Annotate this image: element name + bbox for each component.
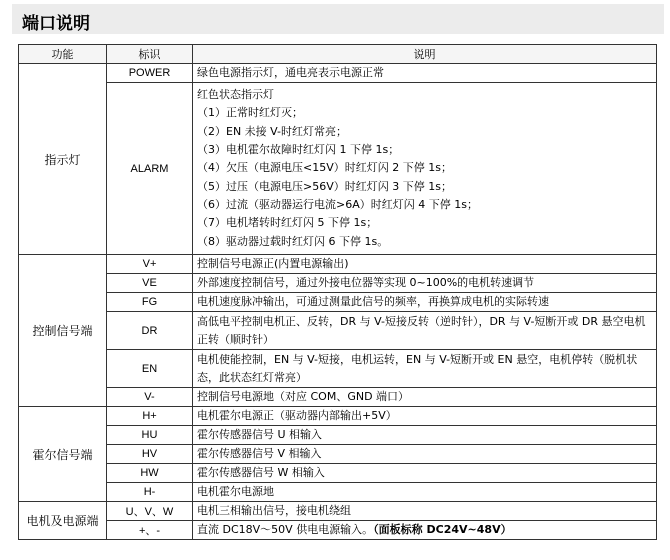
table-row <box>19 426 657 445</box>
id-cell: HU <box>107 426 193 445</box>
power-input-text: 直流 DC18V～50V 供电电源输入。 <box>197 523 374 536</box>
id-cell: HV <box>107 445 193 464</box>
table-row <box>19 83 657 255</box>
id-cell: FG <box>107 293 193 312</box>
function-cell: 控制信号端 <box>19 255 107 407</box>
table-row <box>19 407 657 426</box>
desc-cell: 控制信号电源正(内置电源输出) <box>193 255 657 274</box>
id-cell: EN <box>107 350 193 388</box>
table-row <box>19 255 657 274</box>
desc-cell: 外部速度控制信号，通过外接电位器等实现 0~100%的电机转速调节 <box>193 274 657 293</box>
alarm-line: （2）EN 未接 V-时红灯常亮； <box>197 124 348 138</box>
alarm-line: 红色状态指示灯 <box>197 88 274 102</box>
desc-cell: 电机使能控制，EN 与 V-短接，电机运转，EN 与 V-短断开或 EN 悬空，电机停转（脱机状态，此状态红灯常亮） <box>193 350 657 388</box>
desc-cell: 电机霍尔电源正（驱动器内部输出+5V） <box>193 407 657 426</box>
table-row <box>19 464 657 483</box>
table-row <box>19 388 657 407</box>
header-row <box>19 45 657 64</box>
alarm-line: （8）驱动器过载时红灯闪 6 下停 1s。 <box>197 234 389 248</box>
table-row <box>19 445 657 464</box>
desc-cell: 电机速度脉冲输出，可通过测量此信号的频率，再换算成电机的实际转速 <box>193 293 657 312</box>
id-cell: V- <box>107 388 193 407</box>
alarm-line: （3）电机霍尔故障时红灯闪 1 下停 1s； <box>197 143 400 157</box>
alarm-line: （1）正常时红灯灭； <box>197 106 303 120</box>
id-cell: U、V、W <box>107 502 193 521</box>
id-cell: H- <box>107 483 193 502</box>
desc-cell <box>193 521 657 540</box>
alarm-desc-cell <box>193 83 657 255</box>
id-cell: POWER <box>107 64 193 83</box>
id-cell: H+ <box>107 407 193 426</box>
table-row <box>19 64 657 83</box>
table-row <box>19 293 657 312</box>
id-cell: DR <box>107 312 193 350</box>
table-row <box>19 483 657 502</box>
desc-cell: 电机三相输出信号，接电机绕组 <box>193 502 657 521</box>
id-cell: +、- <box>107 521 193 540</box>
table-row <box>19 274 657 293</box>
alarm-line: （4）欠压（电源电压<15V）时红灯闪 2 下停 1s； <box>197 161 452 175</box>
header-description: 说明 <box>193 45 657 64</box>
desc-cell: 霍尔传感器信号 W 相输入 <box>193 464 657 483</box>
desc-cell: 霍尔传感器信号 V 相输入 <box>193 445 657 464</box>
function-cell: 霍尔信号端 <box>19 407 107 502</box>
id-cell: V+ <box>107 255 193 274</box>
table-row <box>19 350 657 388</box>
id-cell: HW <box>107 464 193 483</box>
alarm-line: （6）过流（驱动器运行电流>6A）时红灯闪 4 下停 1s； <box>197 197 478 211</box>
port-table <box>18 44 657 540</box>
function-cell: 指示灯 <box>19 64 107 255</box>
section-title: 端口说明 <box>22 14 90 34</box>
desc-cell: 电机霍尔电源地 <box>193 483 657 502</box>
table-row <box>19 502 657 521</box>
header-function: 功能 <box>19 45 107 64</box>
header-id: 标识 <box>107 45 193 64</box>
function-cell: 电机及电源端 <box>19 502 107 540</box>
panel-rating-note: （面板标称 DC24V~48V） <box>373 523 512 536</box>
id-cell: ALARM <box>107 83 193 255</box>
alarm-line: （7）电机堵转时红灯闪 5 下停 1s； <box>197 216 378 230</box>
table-row <box>19 312 657 350</box>
id-cell: VE <box>107 274 193 293</box>
alarm-line: （5）过压（电源电压>56V）时红灯闪 3 下停 1s； <box>197 179 452 193</box>
table-row <box>19 521 657 540</box>
desc-cell: 绿色电源指示灯，通电亮表示电源正常 <box>193 64 657 83</box>
section-title-bar <box>12 4 664 34</box>
desc-cell: 高低电平控制电机正、反转，DR 与 V-短接反转（逆时针），DR 与 V-短断开或 DR 悬空电机正转（顺时针） <box>193 312 657 350</box>
desc-cell: 霍尔传感器信号 U 相输入 <box>193 426 657 445</box>
desc-cell: 控制信号电源地（对应 COM、GND 端口） <box>193 388 657 407</box>
